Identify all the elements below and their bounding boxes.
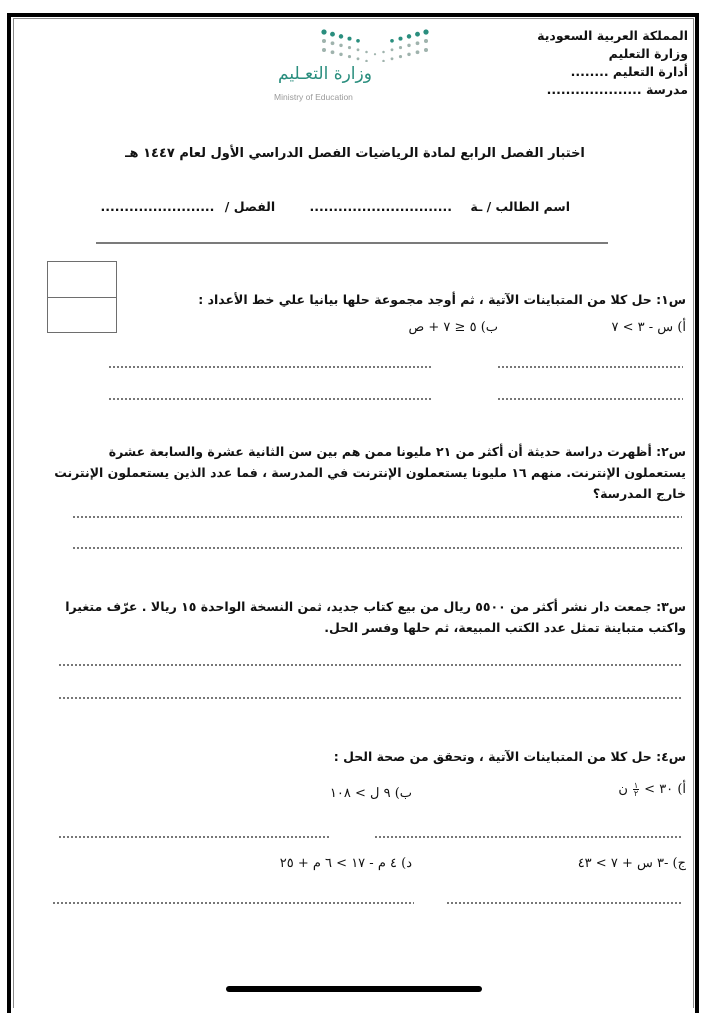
logo-dot: [330, 32, 335, 37]
q4-item-d-expr: ٤ م - ١٧ > ٦ م + ٢٥: [279, 856, 397, 871]
logo-dot: [382, 51, 385, 54]
logo-english-text: Ministry of Education: [274, 92, 353, 102]
answer-line[interactable]: [374, 836, 682, 838]
logo-dot: [407, 34, 411, 38]
question-2-label: س٢:: [656, 444, 686, 459]
logo-dot: [348, 55, 351, 58]
logo-dot: [390, 39, 394, 43]
logo-dot: [356, 39, 360, 43]
logo-dot: [407, 53, 410, 56]
logo-dot: [331, 50, 335, 54]
logo-dots-icon: [272, 26, 432, 62]
q4-item-c: [578, 856, 686, 871]
answer-line[interactable]: [108, 398, 432, 400]
logo-dot: [423, 29, 428, 34]
logo-dot: [347, 37, 351, 41]
header-school: مدرسة ....................: [546, 82, 688, 97]
q1-item-a-expr: س - ٣ > ٧: [611, 320, 674, 335]
answer-line[interactable]: [72, 547, 682, 549]
header-education-admin: أدارة التعليم ........: [570, 64, 688, 79]
school-header: [488, 27, 688, 99]
logo-dot: [322, 39, 326, 43]
student-info-row: [100, 199, 570, 214]
q4-item-d: [280, 856, 412, 871]
exam-title: اختبار الفصل الرابع لمادة الرياضيات الفصل الدراسي الأول لعام ١٤٤٧ هـ: [125, 146, 585, 161]
logo-dot: [348, 46, 351, 49]
question-1-text: حل كلا من المتباينات الآتية ، ثم أوجد مجموعة حلها بيانيا علي خط الأعداد :: [198, 292, 652, 307]
logo-dot: [365, 51, 368, 54]
logo-dot: [382, 60, 385, 62]
logo-dot: [407, 44, 410, 47]
answer-line[interactable]: [497, 366, 683, 368]
question-4-label: س٤:: [656, 749, 686, 764]
q4-item-c-expr: -٣ س + ٧ > ٤٣: [577, 856, 669, 871]
q4-item-b-expr: ٩ ل > ١٠٨: [329, 786, 391, 801]
student-name-field[interactable]: ..............................: [309, 199, 452, 214]
answer-line[interactable]: [52, 902, 414, 904]
logo-dot: [416, 50, 420, 54]
q4-item-b: [330, 786, 412, 801]
logo-dot: [374, 53, 376, 55]
answer-line[interactable]: [108, 366, 432, 368]
q4-item-a-label: أ): [677, 782, 686, 797]
question-2-text: أظهرت دراسة حديثة أن أكثر من ٢١ مليونا ممن هم بين سن الثانية عشرة والسابعة عشرة يستعملون الإنترنت. منهم ١٦ مليونا يستعملون الإنترنت في المدرسة ، فما عدد الذين يستعملون الإنترنت خارج المدرسة؟: [54, 444, 686, 501]
q1-item-b-expr: ٥ ≤ ٧ + ص: [408, 320, 477, 335]
logo-dot: [391, 48, 394, 51]
header-ministry: وزارة التعليم: [608, 46, 688, 61]
question-1: [86, 289, 686, 310]
logo-dot: [399, 46, 402, 49]
logo-dot: [365, 60, 368, 62]
q4-item-a-expr-pre: ٣٠ >: [644, 782, 674, 797]
answer-line[interactable]: [58, 664, 682, 666]
question-3-text: جمعت دار نشر أكثر من ٥٥٠٠ ريال من بيع كتاب جديد، ثمن النسخة الواحدة ١٥ ريالا . عرّف متغيرا واكتب متباينة تمثل عدد الكتب المبيعة، ثم حلها وفسر الحل.: [65, 599, 686, 635]
logo-dot: [357, 57, 360, 60]
logo-dot: [399, 55, 402, 58]
answer-line[interactable]: [446, 902, 682, 904]
logo-dot: [357, 48, 360, 51]
logo-dot: [339, 53, 342, 56]
header-divider: [96, 242, 608, 244]
logo-dot: [321, 29, 326, 34]
question-4: [86, 746, 686, 767]
home-indicator[interactable]: [226, 986, 482, 992]
header-kingdom: المملكة العربية السعودية: [537, 28, 688, 43]
q1-item-b: [409, 320, 498, 335]
answer-line[interactable]: [497, 398, 683, 400]
logo-arabic-text: وزارة التعـليم: [278, 64, 372, 84]
question-3-label: س٣:: [656, 599, 686, 614]
q4-item-d-label: د): [401, 856, 412, 871]
q4-item-a: [618, 782, 686, 797]
question-1-label: س١:: [656, 292, 686, 307]
q1-item-a-label: أ): [677, 320, 686, 335]
q1-item-b-label: ب): [480, 320, 498, 335]
fraction-denominator: ٢: [633, 789, 639, 798]
logo-dot: [398, 37, 402, 41]
q4-item-a-expr-post: ن: [618, 782, 628, 797]
answer-line[interactable]: [58, 836, 330, 838]
logo-dot: [424, 39, 428, 43]
q4-item-c-label: ج): [672, 856, 686, 871]
logo-dot: [424, 48, 428, 52]
class-label: الفصل /: [224, 199, 276, 214]
answer-line[interactable]: [58, 697, 682, 699]
question-2: [50, 441, 686, 504]
fraction-numerator: ١: [633, 781, 639, 790]
question-4-text: حل كلا من المتباينات الآتية ، وتحقق من صحة الحل :: [333, 749, 652, 764]
q4-item-a-fraction: [633, 782, 639, 797]
answer-line[interactable]: [72, 516, 682, 518]
ministry-logo: [272, 26, 432, 116]
logo-dot: [415, 32, 420, 37]
logo-dot: [416, 41, 420, 45]
logo-dot: [331, 41, 335, 45]
logo-dot: [339, 44, 342, 47]
class-field[interactable]: ........................: [100, 199, 215, 214]
logo-dot: [339, 34, 343, 38]
student-name-label: اسم الطالب / ـة: [470, 199, 570, 214]
question-3: [38, 596, 686, 638]
logo-dot: [322, 48, 326, 52]
q1-item-a: [612, 320, 687, 335]
logo-dot: [391, 57, 394, 60]
q4-item-b-label: ب): [394, 786, 412, 801]
